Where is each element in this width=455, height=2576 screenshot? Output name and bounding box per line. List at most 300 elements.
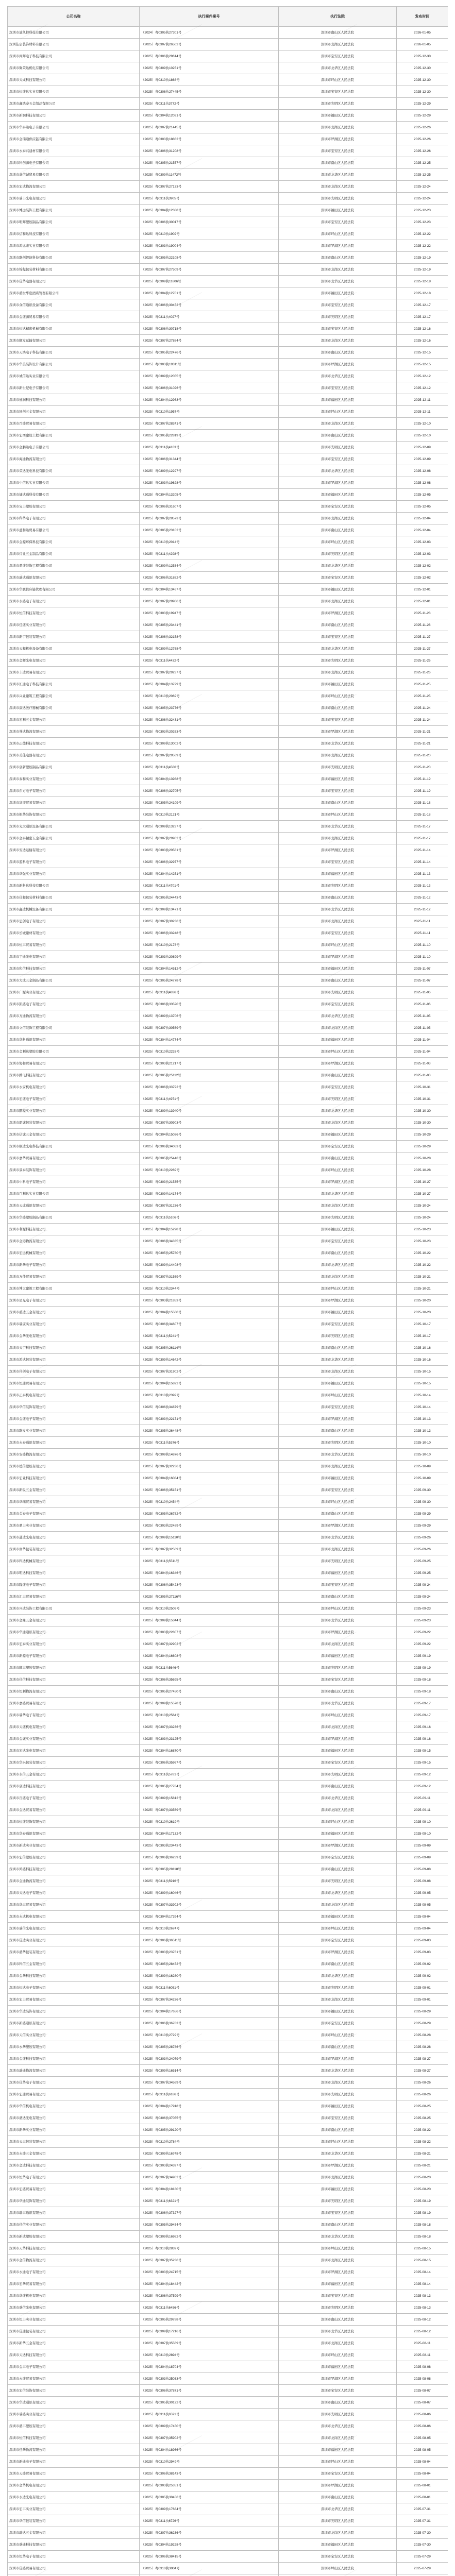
- court-cell: 深圳市宝安区人民法院: [279, 1141, 397, 1153]
- case-no-cell: （2025）粤0307执29569号: [140, 750, 279, 761]
- table-row: [8, 2195, 448, 2207]
- table-row: [8, 1413, 448, 1425]
- court-cell: 深圳市龙华区人民法院: [279, 1698, 397, 1709]
- court-cell: 深圳市龙岗区人民法院: [279, 122, 397, 133]
- court-cell: 深圳市福田区人民法院: [279, 2444, 397, 2456]
- court-cell: 深圳市南山区人民法院: [279, 975, 397, 987]
- table-row: [8, 1591, 448, 1603]
- company-cell: 深圳市百利达实业有限公司: [8, 1188, 140, 1200]
- table-row: [8, 1840, 448, 1852]
- company-cell: 深圳市万通物流有限公司: [8, 1010, 140, 1022]
- court-cell: 深圳市宝安区人民法院: [279, 1081, 397, 1093]
- company-cell: 深圳市金盛科技有限公司: [8, 2053, 140, 2065]
- company-cell: 深圳市凯盛电子有限公司: [8, 998, 140, 1010]
- date-cell: 2025-08-29: [397, 2006, 448, 2018]
- date-cell: 2025-09-02: [397, 1958, 448, 1970]
- table-row: [8, 359, 448, 370]
- company-cell: 深圳市博远装饰工程有限公司: [8, 205, 140, 216]
- court-cell: 深圳市龙华区人民法院: [279, 370, 397, 382]
- company-cell: 深圳市鸿盛科技有限公司: [8, 1863, 140, 1875]
- court-cell: 深圳市罗湖区人民法院: [279, 1946, 397, 1958]
- date-cell: 2025-11-12: [397, 904, 448, 916]
- court-cell: 深圳市龙华区人民法院: [279, 1188, 397, 1200]
- court-cell: 深圳市罗湖区人民法院: [279, 607, 397, 619]
- table-row: [8, 2574, 448, 2576]
- table-row: [8, 299, 448, 311]
- case-no-cell: （2025）粤0307执33236号: [140, 1721, 279, 1733]
- date-cell: 2025-12-05: [397, 489, 448, 501]
- table-row: [8, 394, 448, 406]
- company-cell: 深圳市益和达贸易有限公司: [8, 524, 140, 536]
- table-row: [8, 1484, 448, 1496]
- court-cell: 深圳市坪山区人民法院: [279, 1046, 397, 1058]
- date-cell: 2025-12-15: [397, 347, 448, 359]
- table-row: [8, 679, 448, 690]
- case-no-cell: （2025）粤0309执12534号: [140, 560, 279, 572]
- date-cell: 2025-09-23: [397, 1615, 448, 1626]
- company-cell: 深圳市华强实业有限公司: [8, 868, 140, 880]
- court-cell: 深圳市光明区人民法院: [279, 548, 397, 560]
- table-row: [8, 987, 448, 998]
- table-row: [8, 157, 448, 169]
- date-cell: 2025-08-14: [397, 2278, 448, 2290]
- date-cell: 2025-11-20: [397, 761, 448, 773]
- table-row: [8, 1532, 448, 1544]
- company-cell: 深圳市宏丰实业有限公司: [8, 2503, 140, 2515]
- table-row: [8, 1911, 448, 1923]
- case-no-cell: （2025）粤0305执27116号: [140, 1591, 279, 1603]
- table-row: [8, 2053, 448, 2065]
- company-cell: 深圳市隆盛电子有限公司: [8, 1579, 140, 1591]
- company-cell: 深圳市天丰包装有限公司: [8, 2136, 140, 2148]
- date-cell: 2025-09-09: [397, 1852, 448, 1863]
- court-cell: 深圳市南山区人民法院: [279, 1781, 397, 1792]
- table-row: [8, 821, 448, 833]
- table-row: [8, 1461, 448, 1472]
- court-cell: 深圳市福田区人民法院: [279, 2183, 397, 2195]
- case-no-cell: （2025）粤0311执4298号: [140, 548, 279, 560]
- company-cell: 深圳市富华包装有限公司: [8, 1544, 140, 1555]
- court-cell: 深圳市宝安区人民法院: [279, 86, 397, 98]
- court-cell: 深圳市龙岗区人民法院: [279, 1899, 397, 1911]
- company-cell: 深圳市瑞信光电有限公司: [8, 1923, 140, 1935]
- table-row: [8, 430, 448, 442]
- case-no-cell: （2025）粤0310执2509号: [140, 1603, 279, 1615]
- court-cell: 深圳市光明区人民法院: [279, 98, 397, 110]
- court-cell: 深圳市龙岗区人民法院: [279, 1366, 397, 1378]
- court-cell: 深圳市坪山区人民法院: [279, 1496, 397, 1508]
- case-no-cell: （2025）粤0306执33248号: [140, 927, 279, 939]
- date-cell: 2025-08-12: [397, 2326, 448, 2337]
- company-cell: 深圳市百盛电子有限公司: [8, 1792, 140, 1804]
- date-cell: 2025-12-18: [397, 287, 448, 299]
- date-cell: 2025-11-28: [397, 607, 448, 619]
- court-cell: 深圳市宝安区人民法院: [279, 2468, 397, 2480]
- company-cell: 深圳市科达机械有限公司: [8, 1555, 140, 1567]
- table-row: [8, 2385, 448, 2397]
- table-row: [8, 738, 448, 750]
- case-no-cell: （2025）粤0307执27133号: [140, 181, 279, 193]
- court-cell: 深圳市光明区人民法院: [279, 1982, 397, 1994]
- company-cell: 深圳市鑫鸿泰五金制品有限公司: [8, 98, 140, 110]
- date-cell: 2025-08-25: [397, 2112, 448, 2124]
- court-cell: 深圳市福田区人民法院: [279, 584, 397, 596]
- company-cell: 深圳市新源电子有限公司: [8, 1650, 140, 1662]
- court-cell: 深圳市南山区人民法院: [279, 252, 397, 264]
- court-cell: 深圳市龙岗区人民法院: [279, 1271, 397, 1283]
- table-row: [8, 110, 448, 122]
- company-cell: 深圳市安盛物流有限公司: [8, 1449, 140, 1461]
- date-cell: 2025-12-05: [397, 501, 448, 513]
- court-cell: 深圳市坪山区人民法院: [279, 1283, 397, 1295]
- court-cell: 深圳市罗湖区人民法院: [279, 1626, 397, 1638]
- date-cell: 2025-11-04: [397, 1046, 448, 1058]
- date-cell: 2025-12-30: [397, 74, 448, 86]
- company-cell: 深圳市鸿达包装有限公司: [8, 1354, 140, 1366]
- table-row: [8, 1496, 448, 1508]
- court-cell: 深圳市福田区人民法院: [279, 110, 397, 122]
- case-no-cell: （2025）粤0306执32158号: [140, 631, 279, 643]
- case-no-cell: （2025）粤0305执22476号: [140, 347, 279, 359]
- court-cell: 深圳市光明区人民法院: [279, 2409, 397, 2420]
- table-row: [8, 2492, 448, 2503]
- case-no-cell: （2025）粤0303执19947号: [140, 607, 279, 619]
- date-cell: 2025-09-03: [397, 1935, 448, 1946]
- table-row: [8, 1733, 448, 1745]
- company-cell: 深圳市华盛机电有限公司: [8, 2290, 140, 2302]
- date-cell: 2025-11-19: [397, 773, 448, 785]
- court-cell: 深圳市南山区人民法院: [279, 1425, 397, 1437]
- company-cell: 深圳市华美装饰设计有限公司: [8, 359, 140, 370]
- table-row: [8, 193, 448, 205]
- table-row: [8, 1544, 448, 1555]
- court-cell: 深圳市龙岗区人民法院: [279, 2255, 397, 2266]
- date-cell: 2025-10-10: [397, 1437, 448, 1449]
- date-cell: 2025-08-08: [397, 2373, 448, 2385]
- court-cell: 深圳市龙岗区人民法院: [279, 1117, 397, 1129]
- date-cell: 2025-11-18: [397, 809, 448, 821]
- table-row: [8, 145, 448, 157]
- company-cell: 深圳市鹏程实业有限公司: [8, 1105, 140, 1117]
- table-row: [8, 584, 448, 596]
- case-no-cell: （2025）粤0309执11806号: [140, 276, 279, 287]
- court-cell: 深圳市龙岗区人民法院: [279, 667, 397, 679]
- date-cell: 2025-10-22: [397, 1259, 448, 1271]
- case-no-cell: （2025）粤0303执19311号: [140, 359, 279, 370]
- date-cell: 2025-08-01: [397, 2492, 448, 2503]
- table-row: [8, 1401, 448, 1413]
- table-row: [8, 311, 448, 323]
- date-cell: 2025-11-05: [397, 1022, 448, 1034]
- date-cell: 2025-08-26: [397, 2089, 448, 2100]
- company-cell: 深圳市金鼎五金有限公司: [8, 1615, 140, 1626]
- company-cell: 深圳市新润科技有限公司: [8, 110, 140, 122]
- court-cell: 深圳市宝安区人民法院: [279, 1674, 397, 1686]
- company-cell: 深圳市汇通电子科技有限公司: [8, 679, 140, 690]
- date-cell: 2025-08-15: [397, 2255, 448, 2266]
- table-row: [8, 1603, 448, 1615]
- court-cell: 深圳市光明区人民法院: [279, 880, 397, 892]
- company-cell: 深圳市天鸿电子科技有限公司: [8, 347, 140, 359]
- case-no-cell: （2025）粤0304执12388号: [140, 205, 279, 216]
- company-cell: 深圳市泰和实业有限公司: [8, 773, 140, 785]
- company-cell: 深圳市瑞盛实业有限公司: [8, 2409, 140, 2420]
- table-row: [8, 1638, 448, 1650]
- table-row: [8, 975, 448, 987]
- court-cell: 深圳市罗湖区人民法院: [279, 1413, 397, 1425]
- court-cell: 深圳市福田区人民法院: [279, 287, 397, 299]
- date-cell: 2025-12-11: [397, 406, 448, 418]
- table-row: [8, 62, 448, 74]
- company-cell: 深圳市新盛通讯有限公司: [8, 2018, 140, 2029]
- court-cell: 深圳市龙华区人民法院: [279, 465, 397, 477]
- company-cell: 深圳市盈科电子有限公司: [8, 856, 140, 868]
- date-cell: 2025-11-10: [397, 939, 448, 951]
- table-row: [8, 2420, 448, 2432]
- court-cell: 深圳市南山区人民法院: [279, 2124, 397, 2136]
- case-no-cell: （2025）粤0305执28786号: [140, 2041, 279, 2053]
- date-cell: 2025-11-11: [397, 927, 448, 939]
- table-row: [8, 442, 448, 453]
- court-cell: 深圳市宝安区人民法院: [279, 631, 397, 643]
- table-row: [8, 2302, 448, 2314]
- company-cell: 深圳市宏信塑胶有限公司: [8, 1852, 140, 1863]
- company-cell: 深圳市恒丰实业有限公司: [8, 2314, 140, 2326]
- case-no-cell: （2025）粤0303执21217号: [140, 1058, 279, 1070]
- company-cell: 深圳市信诚五金有限公司: [8, 1129, 140, 1141]
- date-cell: 2025-09-23: [397, 1603, 448, 1615]
- table-row: [8, 1828, 448, 1840]
- date-cell: 2025-09-02: [397, 1970, 448, 1982]
- court-cell: 深圳市南山区人民法院: [279, 1958, 397, 1970]
- date-cell: 2025-12-16: [397, 335, 448, 347]
- table-row: [8, 2314, 448, 2326]
- table-row: [8, 596, 448, 607]
- case-no-cell: （2025）粤0310执2784号: [140, 2136, 279, 2148]
- case-no-cell: （2025）粤0304执17132号: [140, 1828, 279, 1840]
- company-cell: 深圳市永达机电有限公司: [8, 1911, 140, 1923]
- date-cell: 2025-07-31: [397, 2503, 448, 2515]
- date-cell: 2025-08-07: [397, 2385, 448, 2397]
- case-no-cell: （2025）粤0310执1957号: [140, 406, 279, 418]
- table-row: [8, 39, 448, 50]
- court-cell: 深圳市宝安区人民法院: [279, 2551, 397, 2563]
- court-cell: 深圳市南山区人民法院: [279, 1686, 397, 1698]
- court-cell: 深圳市光明区人民法院: [279, 311, 397, 323]
- case-no-cell: （2025）粤0303执22489号: [140, 1520, 279, 1532]
- table-row: [8, 418, 448, 430]
- court-cell: 深圳市龙岗区人民法院: [279, 596, 397, 607]
- court-cell: 深圳市南山区人民法院: [279, 1342, 397, 1354]
- table-row: [8, 2100, 448, 2112]
- company-cell: 深圳市恒盛装饰有限公司: [8, 1816, 140, 1828]
- date-cell: 2025-10-20: [397, 1307, 448, 1318]
- case-no-cell: （2025）粤0303执25351号: [140, 2480, 279, 2492]
- table-row: [8, 347, 448, 359]
- court-cell: [279, 2574, 397, 2576]
- table-row: [8, 86, 448, 98]
- court-cell: 深圳市福田区人民法院: [279, 868, 397, 880]
- company-cell: 深圳市金泰电子有限公司: [8, 1508, 140, 1520]
- date-cell: 2025-11-14: [397, 856, 448, 868]
- table-row: [8, 1721, 448, 1733]
- case-no-cell: （2025）粤0311执5916号: [140, 1875, 279, 1887]
- date-cell: 2025-10-17: [397, 1318, 448, 1330]
- case-no-cell: （2025）粤0306执35151号: [140, 1484, 279, 1496]
- date-cell: 2025-09-04: [397, 1911, 448, 1923]
- table-row: [8, 2219, 448, 2231]
- case-no-cell: （2025）粤0309执12297号: [140, 465, 279, 477]
- date-cell: 2025-09-25: [397, 1567, 448, 1579]
- company-cell: 深圳市金泰精密五金有限公司: [8, 833, 140, 844]
- case-no-cell: （2025）粤0311执3905号: [140, 193, 279, 205]
- date-cell: 2025-12-24: [397, 181, 448, 193]
- court-cell: 深圳市宝安区人民法院: [279, 572, 397, 584]
- company-cell: 深圳市永盛五金有限公司: [8, 2148, 140, 2160]
- table-row: [8, 2361, 448, 2373]
- table-row: [8, 1745, 448, 1757]
- table-row: [8, 927, 448, 939]
- case-no-cell: （2025）粤0305执26782号: [140, 1508, 279, 1520]
- table-row: [8, 631, 448, 643]
- case-no-cell: （2025）粤0306执31607号: [140, 501, 279, 513]
- table-row: [8, 1283, 448, 1295]
- company-cell: 深圳市华盛塑胶制品有限公司: [8, 1212, 140, 1224]
- company-cell: 深圳市恒利物流有限公司: [8, 1686, 140, 1698]
- court-cell: 深圳市龙华区人民法院: [279, 2231, 397, 2243]
- table-row: [8, 1117, 448, 1129]
- date-cell: 2025-08-22: [397, 2136, 448, 2148]
- date-cell: 2025-12-26: [397, 145, 448, 157]
- date-cell: 2025-11-25: [397, 690, 448, 702]
- date-cell: 2025-12-23: [397, 216, 448, 228]
- company-cell: 深圳市联创智能科技有限公司: [8, 252, 140, 264]
- date-cell: 2025-11-24: [397, 714, 448, 726]
- case-no-cell: （2025）粤0307执30903号: [140, 1117, 279, 1129]
- court-cell: 深圳市罗湖区人民法院: [279, 240, 397, 252]
- case-no-cell: （2025）粤0311执4027号: [140, 311, 279, 323]
- case-no-cell: （2025）粤0311执5646号: [140, 1662, 279, 1674]
- table-row: [8, 1200, 448, 1212]
- date-cell: 2025-09-11: [397, 1792, 448, 1804]
- table-row: [8, 276, 448, 287]
- case-no-cell: （2025）粤0305执27784号: [140, 1781, 279, 1792]
- date-cell: 2025-09-18: [397, 1674, 448, 1686]
- table-row: [8, 1354, 448, 1366]
- case-no-cell: （2025）粤0306执34607号: [140, 1318, 279, 1330]
- court-cell: 深圳市光明区人民法院: [279, 2515, 397, 2527]
- case-no-cell: （2025）粤0303执24079号: [140, 2053, 279, 2065]
- case-no-cell: （2025）粤0303执21535号: [140, 1176, 279, 1188]
- date-cell: 2025-10-21: [397, 1271, 448, 1283]
- date-cell: 2025-12-01: [397, 584, 448, 596]
- case-no-cell: （2025）粤0304执14512号: [140, 963, 279, 975]
- case-no-cell: （2025）粤0306执30718号: [140, 323, 279, 335]
- date-cell: 2025-12-15: [397, 359, 448, 370]
- case-no-cell: （2025）粤0304执16870号: [140, 1745, 279, 1757]
- court-cell: 深圳市福田区人民法院: [279, 1650, 397, 1662]
- company-cell: 深圳市兴业建筑工程有限公司: [8, 690, 140, 702]
- court-cell: 深圳市宝安区人民法院: [279, 1484, 397, 1496]
- court-cell: 深圳市龙华区人民法院: [279, 2420, 397, 2432]
- case-no-cell: （2025）粤0304执14774号: [140, 1034, 279, 1046]
- case-no-cell: （2025）粤0307执26502号: [140, 39, 279, 50]
- date-cell: 2025-08-18: [397, 2231, 448, 2243]
- date-cell: 2025-12-29: [397, 98, 448, 110]
- case-no-cell: （2025）粤0309执11472号: [140, 169, 279, 181]
- company-cell: 深圳市永盛电子有限公司: [8, 596, 140, 607]
- company-cell: 深圳市同创五金有限公司: [8, 406, 140, 418]
- table-row: [8, 714, 448, 726]
- date-cell: 2025-07-29: [397, 2551, 448, 2563]
- case-no-cell: （2025）粤0310执2949号: [140, 2456, 279, 2468]
- court-cell: 深圳市福田区人民法院: [279, 773, 397, 785]
- company-cell: 深圳市联发实业有限公司: [8, 1425, 140, 1437]
- table-row: [8, 1188, 448, 1200]
- company-cell: 深圳市宏利五金有限公司: [8, 714, 140, 726]
- table-row: [8, 2112, 448, 2124]
- company-cell: 深圳市佳和包装材料有限公司: [8, 892, 140, 904]
- date-cell: 2025-11-10: [397, 951, 448, 963]
- table-row: [8, 1307, 448, 1318]
- case-no-cell: （2025）粤0303执20263号: [140, 726, 279, 738]
- court-cell: 深圳市龙华区人民法院: [279, 169, 397, 181]
- company-cell: 深圳市恒达电子有限公司: [8, 1982, 140, 1994]
- company-cell: 深圳市中信达实业有限公司: [8, 477, 140, 489]
- table-row: [8, 655, 448, 667]
- company-cell: 深圳市振华装饰有限公司: [8, 809, 140, 821]
- table-row: [8, 1058, 448, 1070]
- case-no-cell: （2025）粤0309执15578号: [140, 1698, 279, 1709]
- company-cell: 深圳市大成五金制品有限公司: [8, 975, 140, 987]
- court-cell: 深圳市宝安区人民法院: [279, 1579, 397, 1591]
- company-cell: 深圳市荣达光电科技有限公司: [8, 465, 140, 477]
- company-cell: 深圳市华信装饰有限公司: [8, 1401, 140, 1413]
- table-row: [8, 619, 448, 631]
- table-row: [8, 2397, 448, 2409]
- table-row: [8, 1863, 448, 1875]
- case-no-cell: （2025）粤0311执6591号: [140, 2409, 279, 2420]
- case-no-cell: （2025）粤0311执5241号: [140, 1330, 279, 1342]
- case-no-cell: （2025）粤0305执24109号: [140, 797, 279, 809]
- case-no-cell: （2025）粤0307执34569号: [140, 2077, 279, 2089]
- table-row: [8, 856, 448, 868]
- table-row: [8, 2278, 448, 2290]
- case-no-cell: （2025）粤0305执25446号: [140, 1153, 279, 1164]
- table-row: [8, 1887, 448, 1899]
- company-cell: 深圳市美佳电器有限公司: [8, 750, 140, 761]
- table-row: [8, 169, 448, 181]
- company-cell: 深圳市天达电子有限公司: [8, 1887, 140, 1899]
- table-row: [8, 98, 448, 110]
- enforcement-table: [7, 6, 448, 2576]
- table-row: [8, 1318, 448, 1330]
- date-cell: 2025-09-08: [397, 1863, 448, 1875]
- case-no-cell: （2025）粤0307执34902号: [140, 2172, 279, 2183]
- case-no-cell: （2025）粤0305执29454号: [140, 2219, 279, 2231]
- court-cell: 深圳市龙岗区人民法院: [279, 1721, 397, 1733]
- case-no-cell: （2025）粤0306执32977号: [140, 856, 279, 868]
- date-cell: 2025-08-26: [397, 2077, 448, 2089]
- table-row: [8, 702, 448, 714]
- court-cell: 深圳市宝安区人民法院: [279, 2385, 397, 2397]
- court-cell: 深圳市龙岗区人民法院: [279, 335, 397, 347]
- company-cell: 深圳市宏达物流有限公司: [8, 181, 140, 193]
- date-cell: 2025-08-25: [397, 2100, 448, 2112]
- table-row: [8, 833, 448, 844]
- company-cell: 深圳市永信五金有限公司: [8, 1769, 140, 1781]
- company-cell: 深圳市科创源电子有限公司: [8, 157, 140, 169]
